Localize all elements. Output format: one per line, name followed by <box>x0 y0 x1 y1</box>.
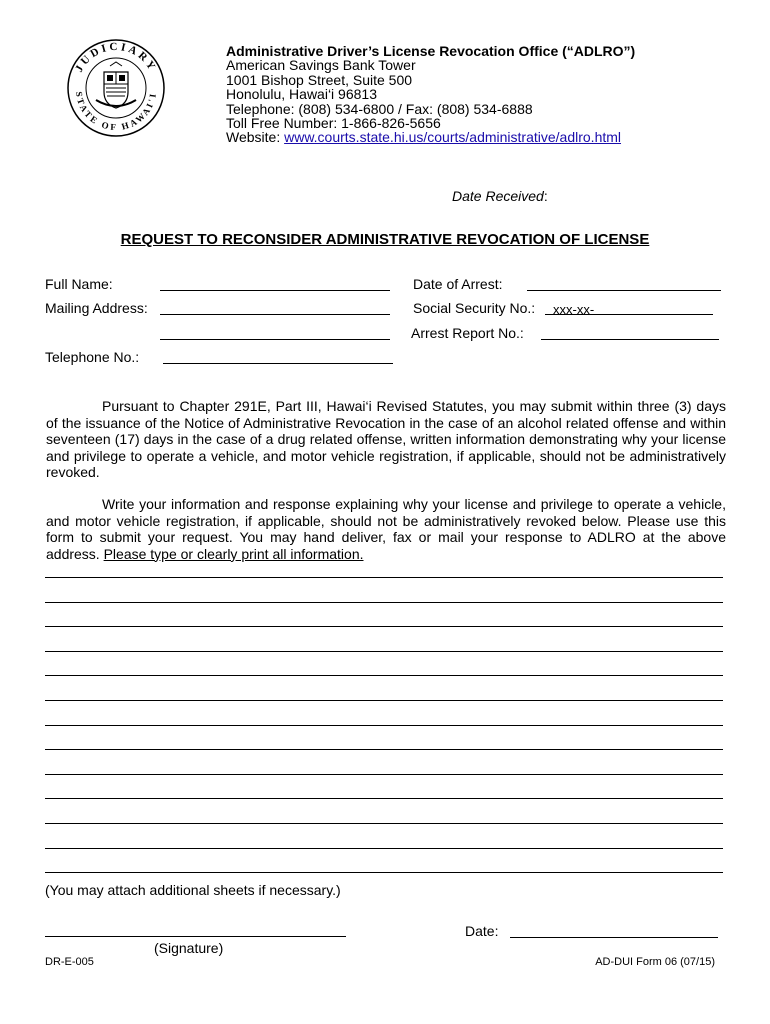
office-street: 1001 Bishop Street, Suite 500 <box>226 71 413 88</box>
full-name-label: Full Name: <box>45 276 113 292</box>
judiciary-seal <box>66 38 166 138</box>
signature-label: (Signature) <box>154 940 224 956</box>
response-line[interactable] <box>45 823 723 824</box>
response-line[interactable] <box>45 725 723 726</box>
signature-line[interactable] <box>45 936 346 937</box>
website-label: Website: <box>226 129 285 146</box>
mailing-address-label: Mailing Address: <box>45 300 148 316</box>
office-phone: Telephone: (808) 534-6800 / Fax: (808) 534-6888 <box>226 100 533 117</box>
date-field[interactable] <box>510 937 718 938</box>
response-line[interactable] <box>45 798 723 799</box>
date-of-arrest-field[interactable] <box>527 290 721 291</box>
office-website <box>226 130 635 144</box>
form-title: REQUEST TO RECONSIDER ADMINISTRATIVE REVOCATION OF LICENSE <box>120 231 650 248</box>
seal-top-text: JUDICIARY <box>73 40 159 75</box>
date-label: Date: <box>465 923 499 939</box>
arrest-report-label: Arrest Report No.: <box>411 325 524 341</box>
instructions-body: Write your information and response explaining why your license and privilege to operate a vehicle, and motor vehicle registration, if applicable, should not be administratively revoked below. Please use this form to submit your request. You may hand deliver, fax or mail your response to ADLRO at the above address. <box>46 496 726 562</box>
office-name: Administrative Driver’s License Revocation Office (“ADLRO”) <box>226 43 636 59</box>
response-line[interactable] <box>45 577 723 578</box>
date-received-label: Date Received <box>452 188 544 204</box>
form-code-right: AD-DUI Form 06 (07/15) <box>595 956 715 968</box>
response-line[interactable] <box>45 774 723 775</box>
response-line[interactable] <box>45 700 723 701</box>
form-code-left: DR-E-005 <box>45 956 94 968</box>
response-line[interactable] <box>45 749 723 750</box>
date-received <box>452 188 548 204</box>
response-line[interactable] <box>45 651 723 652</box>
date-received-colon: : <box>543 188 548 204</box>
office-toll-free: Toll Free Number: 1-866-826-5656 <box>226 115 441 132</box>
arrest-report-field[interactable] <box>541 339 719 340</box>
mailing-address-field[interactable] <box>160 314 390 315</box>
office-city: Honolulu, Hawai‘i 96813 <box>226 86 377 103</box>
attach-note: (You may attach additional sheets if necessary.) <box>45 882 341 898</box>
full-name-field[interactable] <box>160 290 390 291</box>
statute-text: Pursuant to Chapter 291E, Part III, Hawai‘i Revised Statutes, you may submit within three (3) days of the issuance of the Notice of Administrative Revocation in the case of an alcohol related offense and within seventeen (17) days in the case of a drug related offense, written information demonstrating why your license and privilege to operate a vehicle, and motor vehicle registration, if applicable, should not be administratively revoked. <box>46 398 726 480</box>
instructions-text <box>46 496 726 562</box>
response-line[interactable] <box>45 602 723 603</box>
mailing-address-field-2[interactable] <box>160 339 390 340</box>
telephone-field[interactable] <box>163 363 393 364</box>
response-line[interactable] <box>45 848 723 849</box>
ssn-label: Social Security No.: <box>413 300 536 316</box>
instructions-paragraph <box>46 496 726 562</box>
seal-bottom-text: STATE OF HAWAI'I <box>73 90 159 133</box>
ssn-value: xxx-xx- <box>553 302 595 317</box>
response-line[interactable] <box>45 626 723 627</box>
response-line[interactable] <box>45 872 723 873</box>
telephone-label: Telephone No.: <box>45 349 140 365</box>
response-line[interactable] <box>45 675 723 676</box>
seal-icon <box>66 38 166 138</box>
website-link[interactable]: www.courts.state.hi.us/courts/administrative/adlro.html <box>284 129 622 146</box>
office-header <box>226 44 635 145</box>
office-building: American Savings Bank Tower <box>226 57 416 74</box>
date-of-arrest-label: Date of Arrest: <box>413 276 503 292</box>
statute-paragraph <box>46 398 726 481</box>
instructions-underlined: Please type or clearly print all information. <box>103 545 364 562</box>
